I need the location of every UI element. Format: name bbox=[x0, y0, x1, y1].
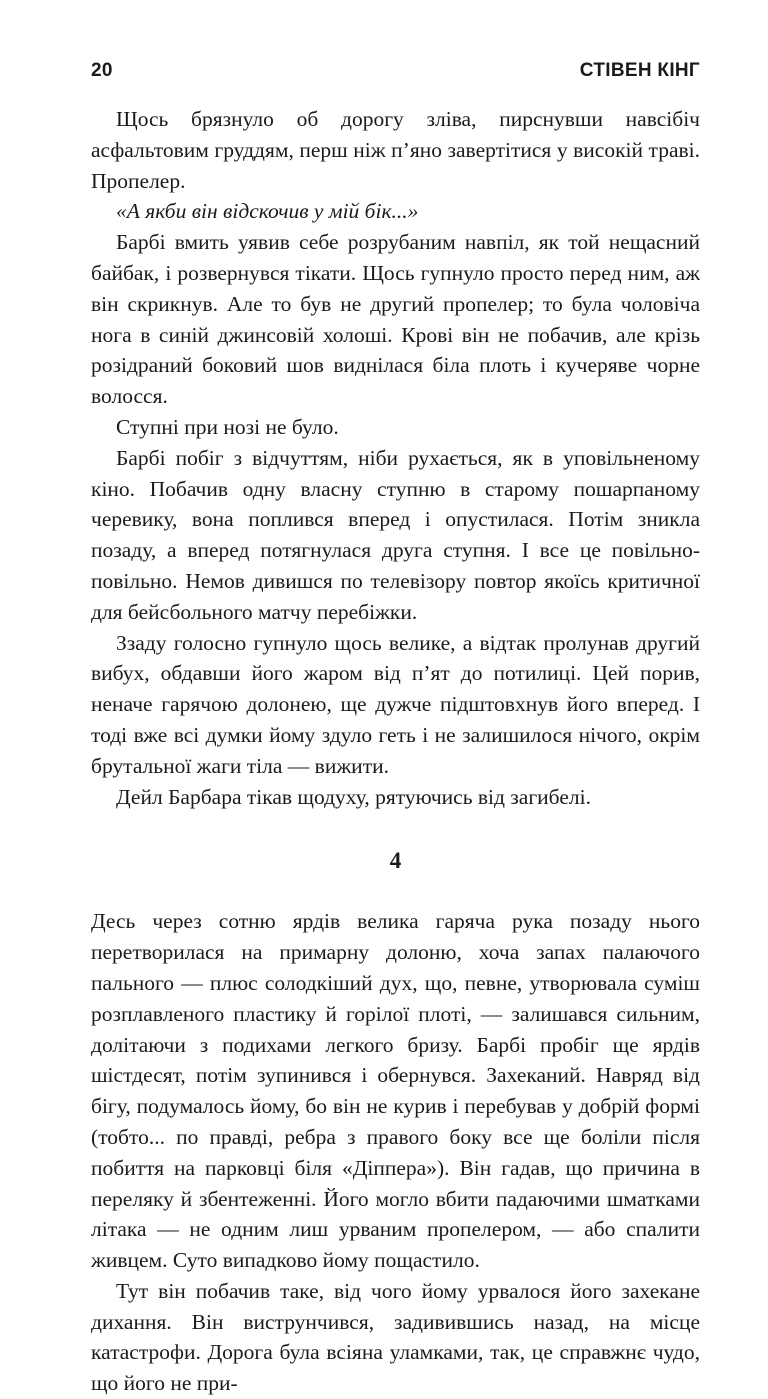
running-author: СТІВЕН КІНГ bbox=[579, 60, 700, 81]
paragraph: Барбі вмить уявив себе розрубаним навпіл, як той нещасний байбак, і розвернувся тікати. Щось гупнуло просто перед ним, аж він скрикнув. Але то був не другий пропелер; то була чоловіча нога в синій джинсовій холоші. Крові він не побачив, але крізь розідраний боковий шов виднілася біла плоть і кучеряве чорне волосся. bbox=[91, 230, 700, 409]
section-number: 4 bbox=[389, 848, 402, 874]
page-body bbox=[91, 104, 700, 1399]
paragraph: Щось брязнуло об дорогу зліва, пирснувши навсібіч асфальтовим груддям, перш ніж п’яно завертітися у високій траві. Пропелер. bbox=[91, 107, 700, 193]
page-number: 20 bbox=[91, 60, 113, 81]
italic-quote-paragraph: «А якби він відскочив у мій бік...» bbox=[116, 199, 419, 224]
paragraph: Тут він побачив таке, від чого йому урвалося його захекане дихання. Він виструнчився, задивившись назад, на місце катастрофи. Дорога була всіяна уламками, так, це справжнє чудо, що його не при- bbox=[91, 1278, 700, 1396]
paragraph: Ступні при нозі не було. bbox=[116, 414, 339, 439]
paragraph: Барбі побіг з відчуттям, ніби рухається, як в уповільненому кіно. Побачив одну власну ступню в старому пошарпаному черевику, вона поплився вперед і опустилася. Потім зникла позаду, а вперед потягнулася друга ступня. І все це повільно-повільно. Немов дивишся по телевізору повтор якоїсь критичної для бейсбольного матчу перебіжки. bbox=[91, 445, 700, 624]
paragraph: Дейл Барбара тікав щодуху, рятуючись від загибелі. bbox=[116, 784, 591, 809]
paragraph: Десь через сотню ярдів велика гаряча рука позаду нього перетворилася на примарну долоню, хоча запах палаючого пального — плюс солодкіший дух, що, певне, утворювала суміш розплавленого пластику й горілої плоті, — залишався сильним, долітаючи з подихами легкого бризу. Барбі пробіг ще ярдів шістдесят, потім зупинився і обернувся. Захеканий. Навряд від бігу, подумалось йому, бо він не курив і перебував у добрій формі (тобто... по правді, ребра з правого боку все ще боліли після побиття на парковці біля «Діппера»). Він гадав, що причина в переляку й збентеженні. Його могло вбити падаючими шматками літака — не одним лиш урваним пропелером, — або спалити живцем. Суто випадково йому пощастило. bbox=[91, 909, 700, 1273]
paragraph: Ззаду голосно гупнуло щось велике, а відтак пролунав другий вибух, обдавши його жаром від п’ят до потилиці. Цей порив, неначе гарячою долонею, ще дужче підштовхнув його вперед. І тоді вже всі думки йому здуло геть і не залишилося нічого, окрім брутальної жаги тіла — вижити. bbox=[91, 630, 700, 778]
running-header bbox=[91, 60, 700, 88]
